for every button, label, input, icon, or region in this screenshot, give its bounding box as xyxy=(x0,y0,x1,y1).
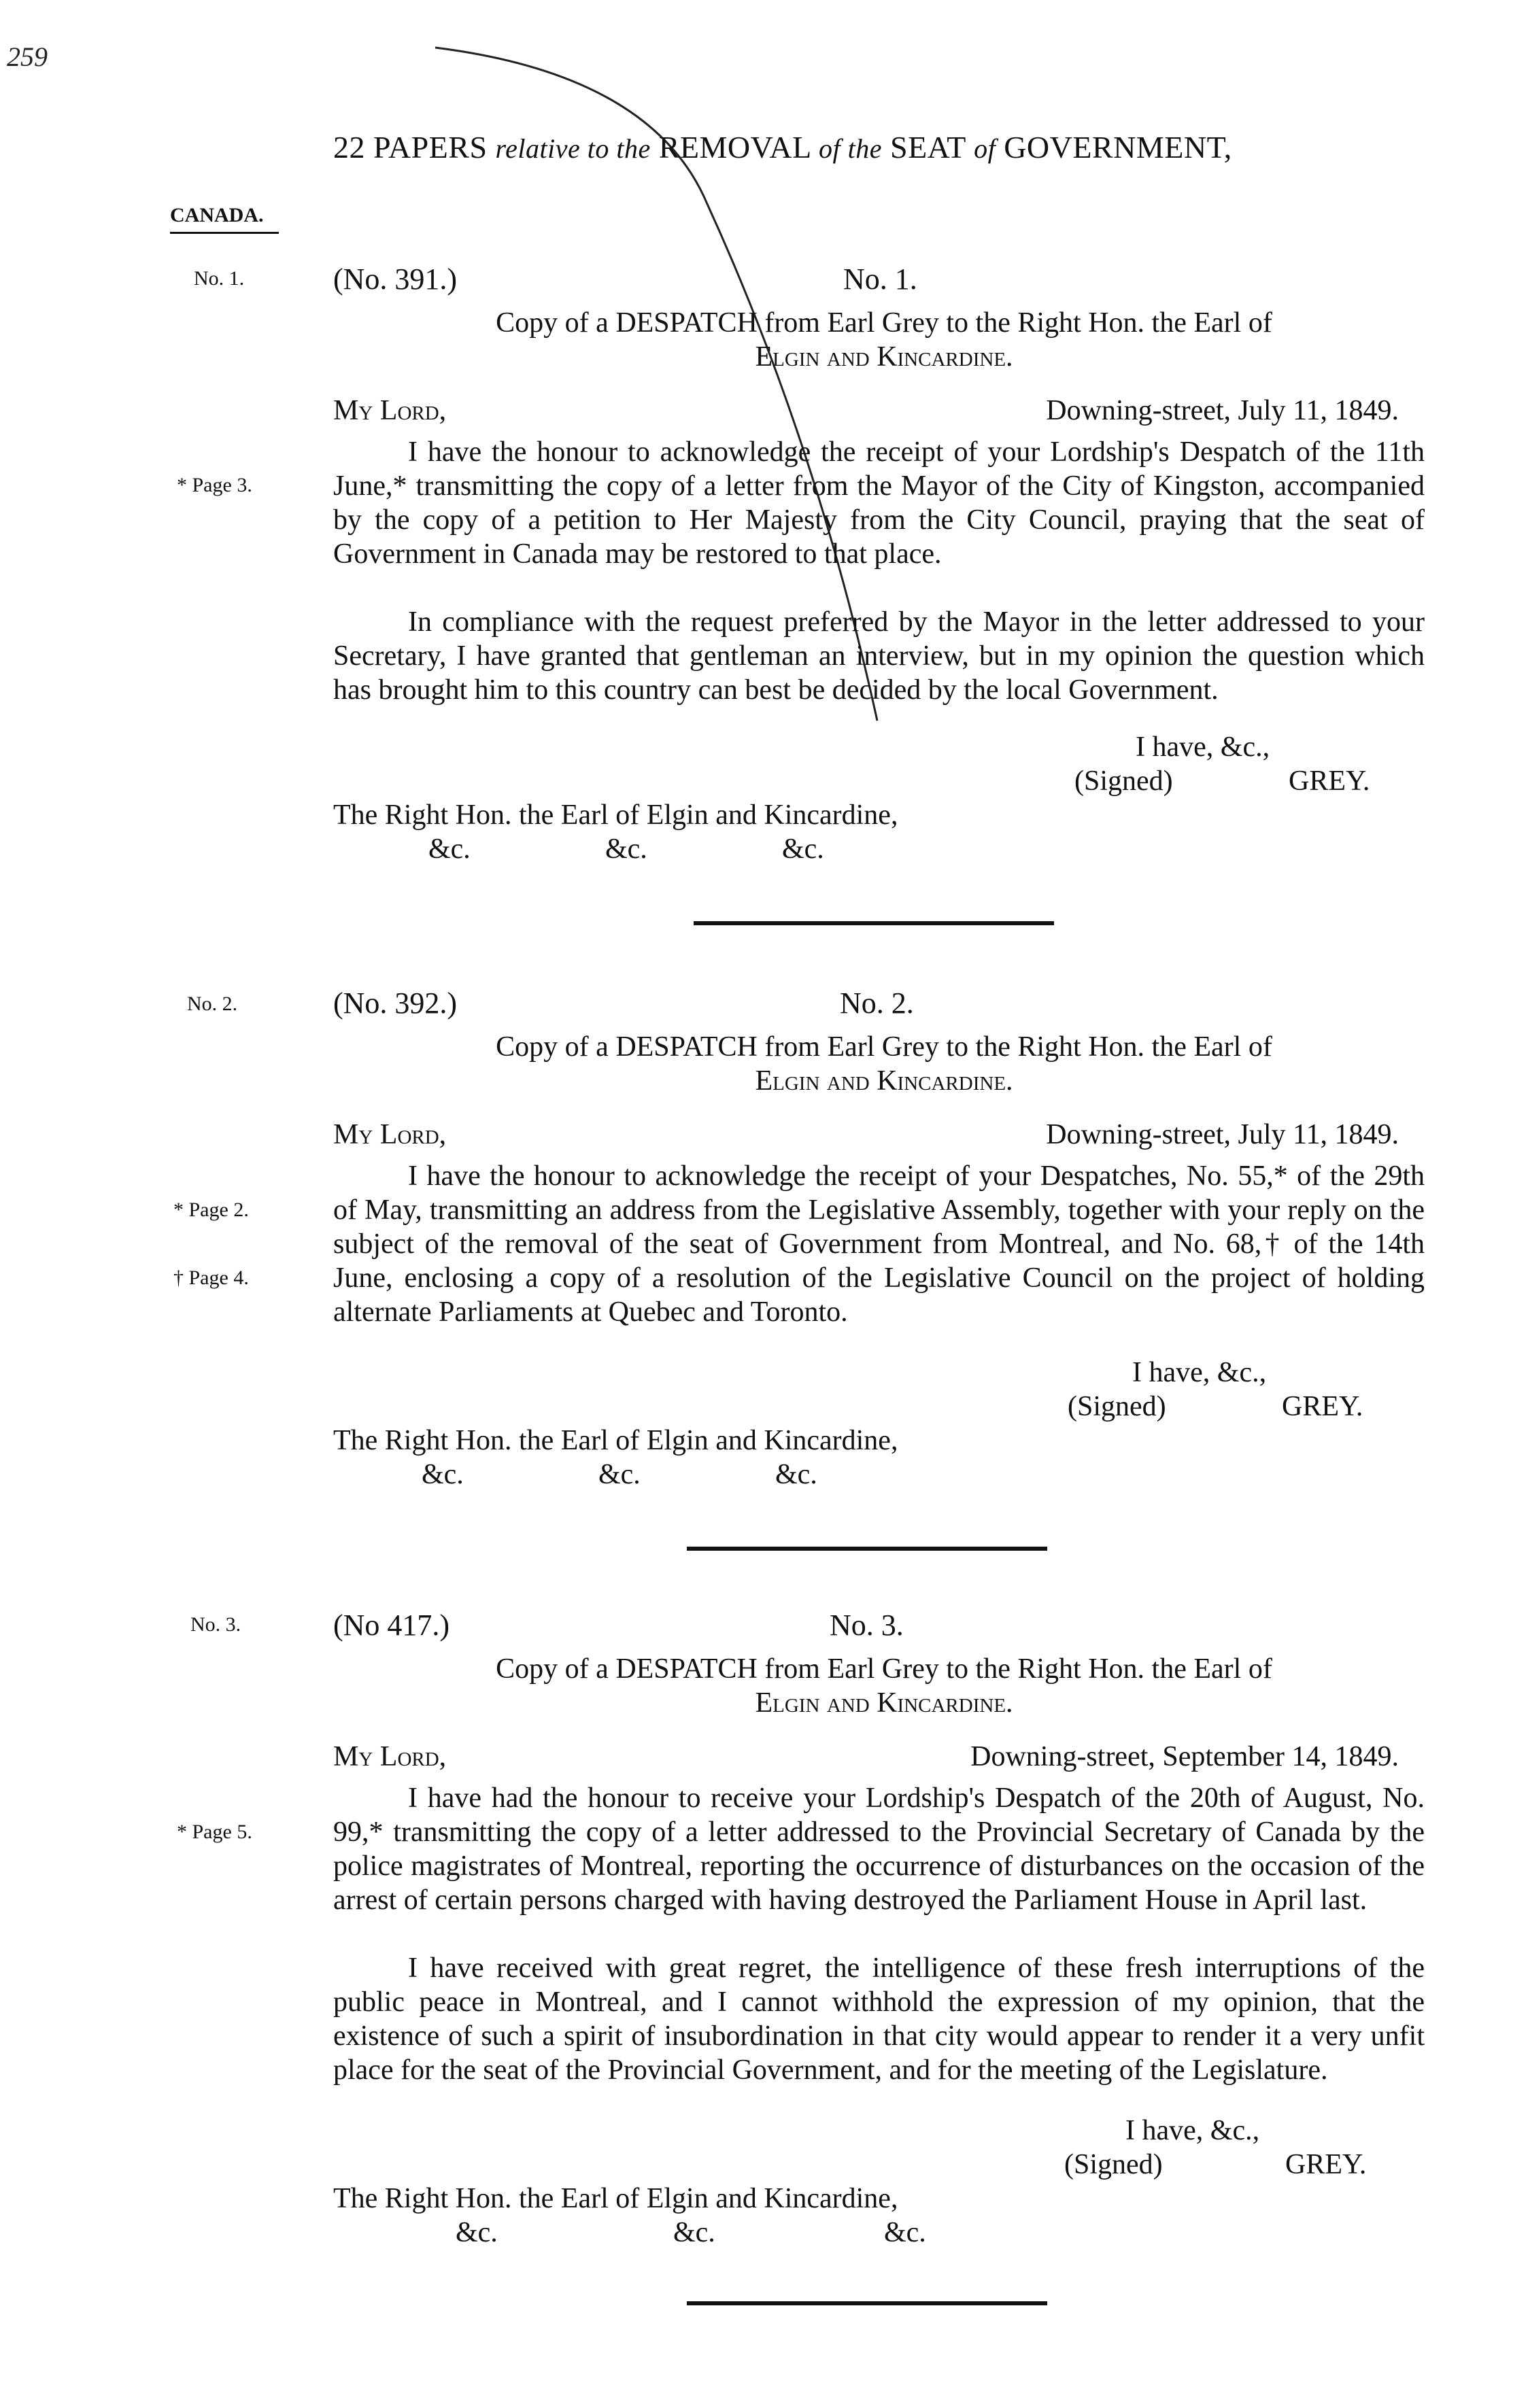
folio-number: 259 xyxy=(7,41,48,72)
margin-page-note: * Page 5. xyxy=(177,1821,252,1843)
header-text: REMOVAL xyxy=(658,130,811,165)
title-line: Copy of a DESPATCH from Earl Grey to the Right Hon. the Earl of xyxy=(496,1031,1272,1063)
section-divider xyxy=(687,1547,1047,1551)
etc: &c. xyxy=(605,833,647,865)
margin-page-note: † Page 4. xyxy=(173,1267,249,1289)
place-date: Downing-street, July 11, 1849. xyxy=(1046,1119,1399,1150)
header-text: GOVERNMENT, xyxy=(1004,130,1232,165)
margin-page-note: * Page 2. xyxy=(173,1199,249,1221)
addressee: The Right Hon. the Earl of Elgin and Kincardine, xyxy=(333,799,898,831)
body-paragraph: I have received with great regret, the intelligence of these fresh interruptions of the public peace in Montreal, and I cannot withhold the expression of my opinion, that the existence of such a spirit of insubordination in that city would appear to render it a very unfit place for the seat of the Provincial Government, and for the meeting of the Legislature. xyxy=(333,1953,1425,2086)
margin-page-note: * Page 3. xyxy=(177,474,252,496)
despatch-number: No. 2. xyxy=(840,986,914,1020)
margin-despatch-number: No. 3. xyxy=(190,1613,241,1636)
signer-name: GREY. xyxy=(1289,766,1370,797)
place-date: Downing-street, July 11, 1849. xyxy=(1046,395,1399,426)
etc: &c. xyxy=(428,833,471,865)
margin-section-rule xyxy=(170,232,279,234)
running-header xyxy=(333,129,1232,165)
signed-label: (Signed) xyxy=(1074,766,1173,797)
signed-label: (Signed) xyxy=(1068,1391,1166,1422)
title-line: Copy of a DESPATCH from Earl Grey to the Right Hon. the Earl of xyxy=(496,1653,1272,1685)
title-line: Elgin and Kincardine. xyxy=(755,341,1013,373)
etc: &c. xyxy=(422,1459,464,1490)
closing: I have, &c., xyxy=(1136,732,1270,763)
despatch-title xyxy=(333,1652,1435,1720)
title-line: Elgin and Kincardine. xyxy=(755,1065,1013,1097)
header-text: relative to the xyxy=(495,133,651,164)
body-paragraph: I have had the honour to receive your Lordship's Despatch of the 20th of August, No. 99,* transmitting the copy of a letter addressed to the Provincial Secretary of Canada by the police magistrates of Montreal, reporting the occurrence of disturbances on the occasion of the arrest of certain persons charged with having destroyed the Parliament House in April last. xyxy=(333,1783,1425,1916)
body-paragraph: I have the honour to acknowledge the receipt of your Despatches, No. 55,* of the 29th of May, transmitting an address from the Legislative Assembly, together with your reply on the subject of the removal of the seat of Government from Montreal, and No. 68,† of the 14th June, enclosing a copy of a resolution of the Legislative Council on the project of holding alternate Parliaments at Quebec and Toronto. xyxy=(333,1160,1425,1328)
despatch-number: No. 3. xyxy=(830,1609,904,1642)
etc: &c. xyxy=(456,2217,498,2248)
header-text: SEAT xyxy=(890,130,966,165)
etc: &c. xyxy=(598,1459,641,1490)
despatch-reference: (No 417.) xyxy=(333,1609,450,1642)
addressee: The Right Hon. the Earl of Elgin and Kincardine, xyxy=(333,1425,898,1456)
despatch-title xyxy=(333,1030,1435,1098)
despatch-reference: (No. 392.) xyxy=(333,986,458,1020)
etc: &c. xyxy=(673,2217,715,2248)
salutation: My Lord, xyxy=(333,1119,447,1150)
closing: I have, &c., xyxy=(1125,2115,1260,2146)
despatch-number: No. 1. xyxy=(843,262,917,296)
title-line: Elgin and Kincardine. xyxy=(755,1687,1013,1719)
header-text: of the xyxy=(819,133,882,164)
header-text: PAPERS xyxy=(373,130,488,165)
place-date: Downing-street, September 14, 1849. xyxy=(970,1741,1399,1772)
signed-label: (Signed) xyxy=(1064,2149,1163,2180)
margin-despatch-number: No. 2. xyxy=(187,993,238,1015)
etc: &c. xyxy=(782,833,824,865)
salutation: My Lord, xyxy=(333,1741,447,1772)
margin-despatch-number: No. 1. xyxy=(194,267,245,290)
margin-section-label: CANADA. xyxy=(170,204,264,226)
signer-name: GREY. xyxy=(1285,2149,1367,2180)
addressee: The Right Hon. the Earl of Elgin and Kincardine, xyxy=(333,2183,898,2214)
salutation: My Lord, xyxy=(333,395,447,426)
etc: &c. xyxy=(884,2217,926,2248)
title-line: Copy of a DESPATCH from Earl Grey to the Right Hon. the Earl of xyxy=(496,307,1272,339)
body-paragraph: In compliance with the request preferred by the Mayor in the letter addressed to your Secretary, I have granted that gentleman an interview, but in my opinion the question which has brought him to this country can best be decided by the local Government. xyxy=(333,606,1425,706)
section-divider xyxy=(687,2301,1047,2305)
despatch-title xyxy=(333,306,1435,374)
signer-name: GREY. xyxy=(1282,1391,1363,1422)
header-text: of xyxy=(974,133,996,164)
body-paragraph: I have the honour to acknowledge the receipt of your Lordship's Despatch of the 11th June,* transmitting the copy of a letter from the Mayor of the City of Kingston, accompanied by the copy of a petition to Her Majesty from the City Council, praying that the seat of Government in Canada may be restored to that place. xyxy=(333,436,1425,570)
section-divider xyxy=(694,921,1054,925)
etc: &c. xyxy=(775,1459,817,1490)
despatch-reference: (No. 391.) xyxy=(333,262,458,296)
header-page-number: 22 xyxy=(333,130,365,165)
closing: I have, &c., xyxy=(1132,1357,1267,1388)
